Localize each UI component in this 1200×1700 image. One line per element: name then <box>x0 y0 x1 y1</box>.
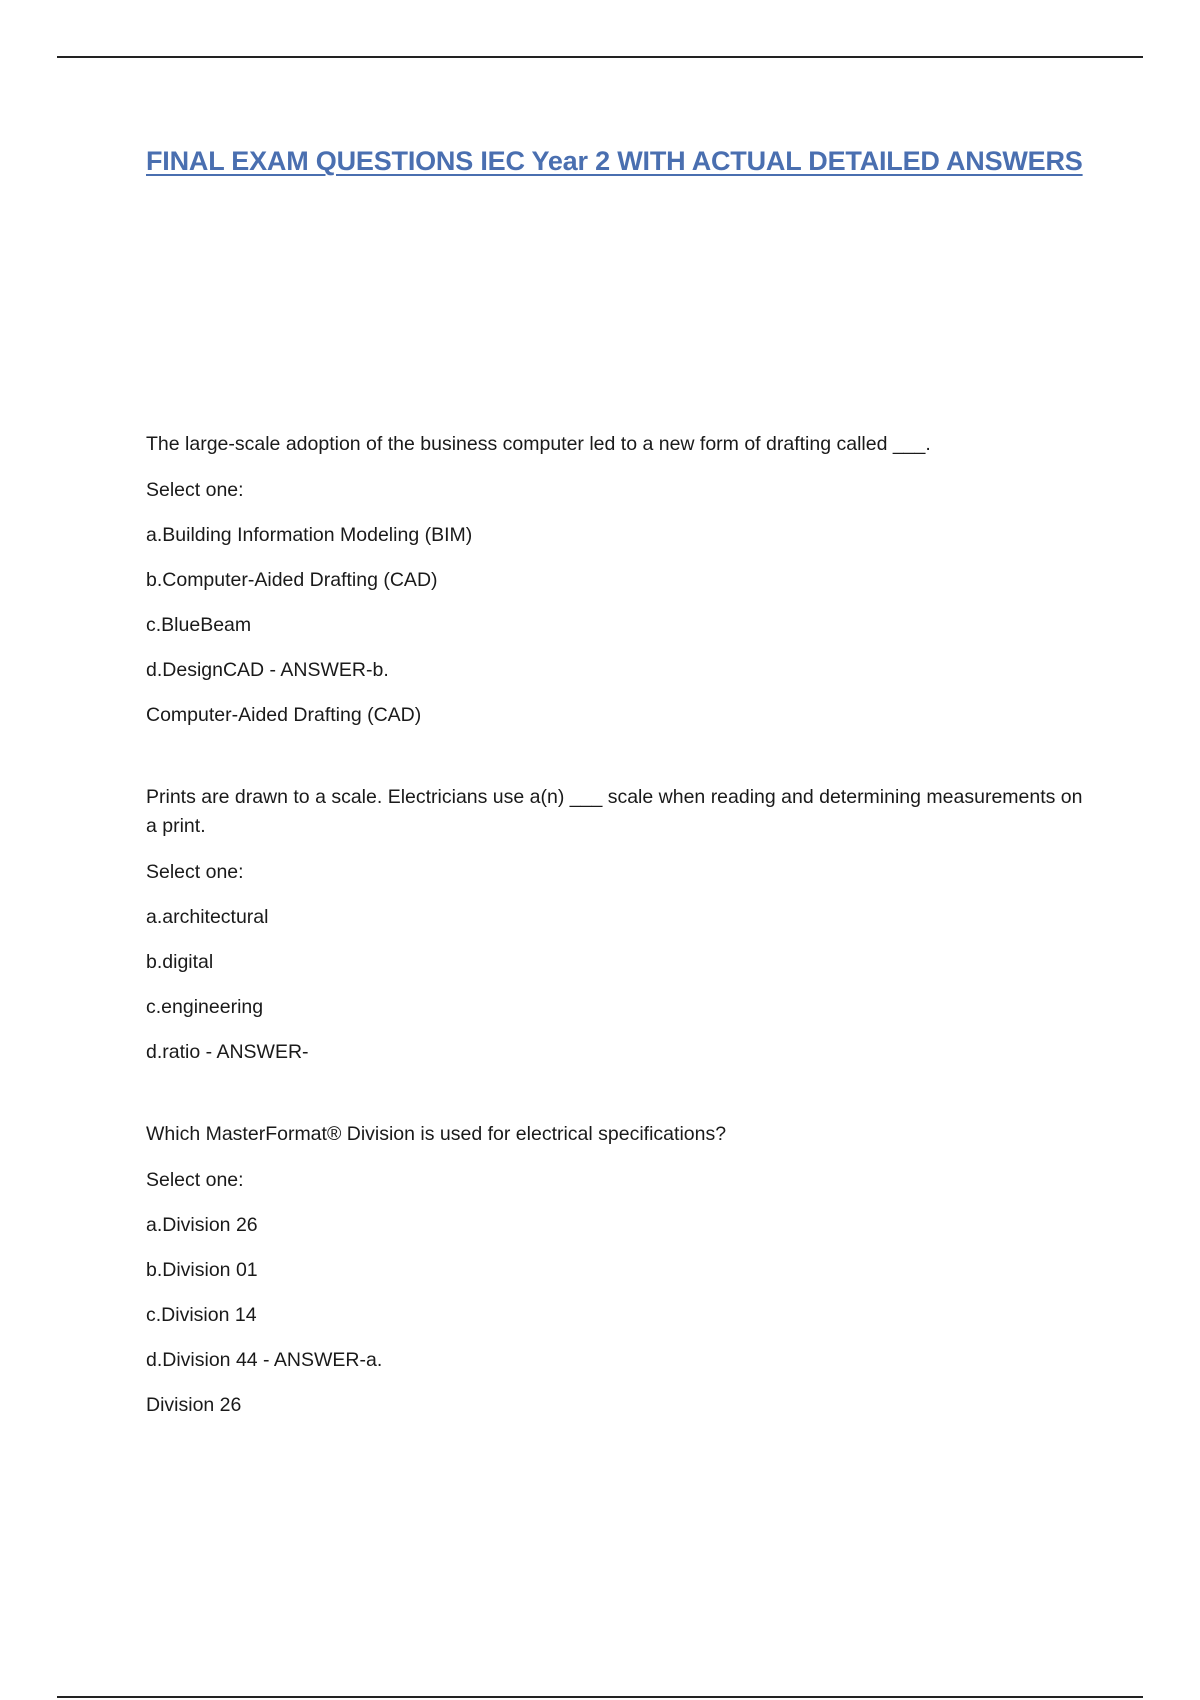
option-b: b.Division 01 <box>146 1259 258 1281</box>
option-a: a.Division 26 <box>146 1214 258 1236</box>
option-a: a.Building Information Modeling (BIM) <box>146 524 473 546</box>
answer-text: Computer-Aided Drafting (CAD) <box>146 704 422 726</box>
option-d: d.DesignCAD - ANSWER-b. <box>146 659 389 681</box>
question-1 <box>146 430 1086 729</box>
option-d: d.Division 44 - ANSWER-a. <box>146 1349 383 1371</box>
answer-text: Division 26 <box>146 1394 242 1416</box>
question-text: Which MasterFormat® Division is used for electrical specifications? <box>146 1123 727 1145</box>
option-c: c.engineering <box>146 996 264 1018</box>
select-prompt: Select one: <box>146 1169 244 1191</box>
option-b: b.Computer-Aided Drafting (CAD) <box>146 569 438 591</box>
top-rule <box>57 56 1143 58</box>
document-title: FINAL EXAM QUESTIONS IEC Year 2 WITH ACTUAL DETAILED ANSWERS <box>146 146 1083 176</box>
option-c: c.Division 14 <box>146 1304 257 1326</box>
option-a: a.architectural <box>146 906 269 928</box>
option-d: d.ratio - ANSWER- <box>146 1041 309 1063</box>
question-text: Prints are drawn to a scale. Electricians use a(n) ___ scale when reading and determining measurements on a print. <box>146 786 1083 837</box>
select-prompt: Select one: <box>146 479 244 501</box>
option-c: c.BlueBeam <box>146 614 252 636</box>
question-list <box>146 430 1086 1419</box>
question-text: The large-scale adoption of the business computer led to a new form of drafting called ___. <box>146 433 931 455</box>
select-prompt: Select one: <box>146 861 244 883</box>
question-3 <box>146 1120 1086 1419</box>
question-2 <box>146 783 1086 1066</box>
bottom-rule <box>57 1696 1143 1698</box>
option-b: b.digital <box>146 951 214 973</box>
